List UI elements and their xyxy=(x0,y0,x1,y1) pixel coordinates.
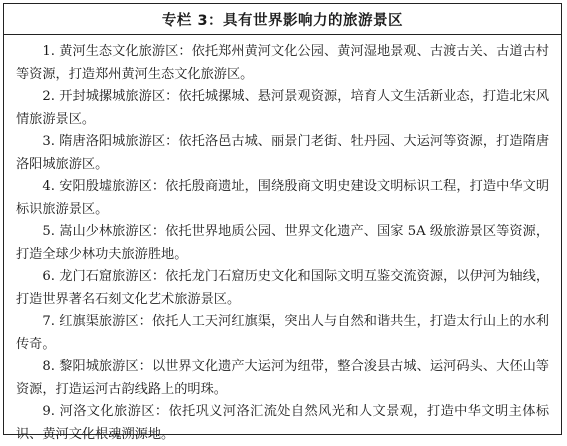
list-item xyxy=(16,176,549,221)
list-item xyxy=(16,86,549,131)
item-name: 隋唐洛阳城旅游区： xyxy=(59,134,179,149)
list-item xyxy=(16,221,549,266)
item-name: 河洛文化旅游区： xyxy=(59,404,169,419)
item-number: 7. xyxy=(42,314,60,329)
item-number: 2. xyxy=(42,89,60,104)
item-name: 安阳殷墟旅游区： xyxy=(59,179,166,194)
list-item xyxy=(16,266,549,311)
item-number: 9. xyxy=(42,404,60,419)
item-name: 嵩山少林旅游区： xyxy=(59,224,166,239)
item-description: 依托世界地质公园、世界文化遗产、国家 5A 级旅游景区等资源，打造全球少林功夫旅游胜地。 xyxy=(16,224,550,262)
item-description: 以世界文化遗产大运河为纽带，整合浚县古城、运河码头、大伾山等资源，打造运河古韵线路上的明珠。 xyxy=(16,359,549,397)
item-list xyxy=(4,35,561,446)
item-number: 8. xyxy=(42,359,60,374)
list-item xyxy=(16,401,549,446)
item-name: 开封城摞城旅游区： xyxy=(59,89,179,104)
item-number: 3. xyxy=(42,134,60,149)
item-name: 黄河生态文化旅游区： xyxy=(59,44,192,59)
item-description: 依托人工天河红旗渠，突出人与自然和谐共生，打造太行山上的水利传奇。 xyxy=(16,314,549,352)
list-item xyxy=(16,131,549,176)
item-number: 4. xyxy=(42,179,60,194)
item-description: 依托郑州黄河文化公园、黄河湿地景观、古渡古关、古道古村等资源，打造郑州黄河生态文化旅游区。 xyxy=(16,44,549,82)
item-description: 依托洛邑古城、丽景门老街、牡丹园、大运河等资源，打造隋唐洛阳城旅游区。 xyxy=(16,134,550,172)
item-description: 依托殷商遗址，围绕殷商文明史建设文明标识工程，打造中华文明标识旅游景区。 xyxy=(16,179,550,217)
item-description: 依托龙门石窟历史文化和国际文明互鉴交流资源，以伊河为轴线，打造世界著名石刻文化艺术旅游景区。 xyxy=(16,269,550,307)
list-item xyxy=(16,41,549,86)
item-number: 6. xyxy=(42,269,60,284)
item-number: 1. xyxy=(42,44,60,59)
item-name: 龙门石窟旅游区： xyxy=(59,269,166,284)
item-description: 依托巩义河洛汇流处自然风光和人文景观，打造中华文明主体标识、黄河文化根魂溯源地。 xyxy=(16,404,550,442)
item-name: 黎阳城旅游区： xyxy=(59,359,152,374)
feature-box xyxy=(3,3,562,442)
item-description: 依托城摞城、悬河景观资源，培育人文生活新业态，打造北宋风情旅游景区。 xyxy=(16,89,550,127)
list-item xyxy=(16,356,549,401)
box-title: 专栏 3：具有世界影响力的旅游景区 xyxy=(4,4,561,35)
item-number: 5. xyxy=(42,224,60,239)
item-name: 红旗渠旅游区： xyxy=(59,314,152,329)
list-item xyxy=(16,311,549,356)
